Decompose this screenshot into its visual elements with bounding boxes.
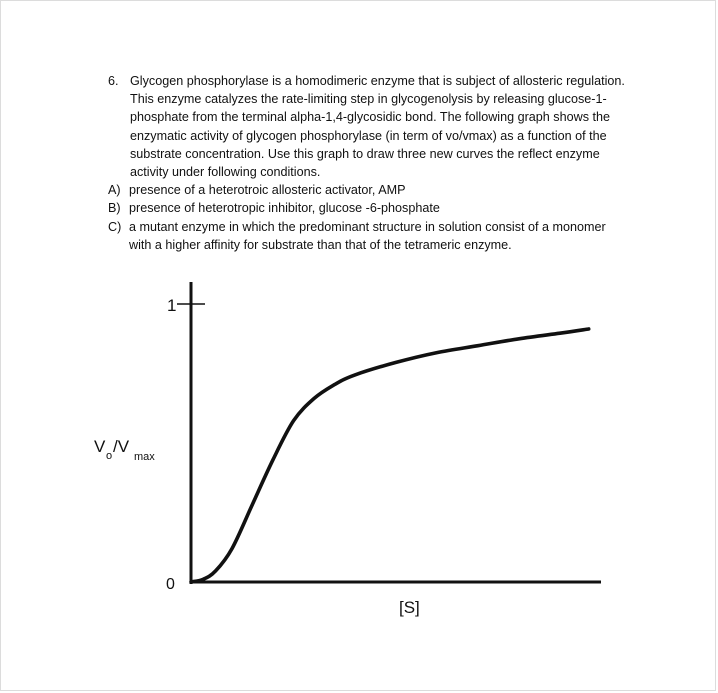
- x-axis-label: [S]: [399, 598, 420, 617]
- option-a-letter: A): [108, 183, 121, 198]
- question-text: Glycogen phosphorylase is a homodimeric enzyme that is subject of allosteric regulation. This enzyme catalyzes the rate-limiting step in glycogenolysis by releasing glucose-1-phosphate from the terminal alpha-1,4-glycosidic bond. The following graph shows the enzymatic activity of glycogen phosphorylase (in term of vo/vmax) as a function of the substrate concentration. Use this graph to draw three new curves the reflect enzyme activity under following conditions.: [130, 74, 625, 180]
- y-label-v: V: [94, 437, 106, 456]
- y-label-sub-o: o: [106, 450, 113, 462]
- option-c-letter: C): [108, 219, 122, 234]
- question-number: 6.: [108, 74, 119, 88]
- activity-curve: [191, 329, 589, 582]
- option-b-letter: B): [108, 201, 121, 216]
- y-tick-top-label: 1: [167, 296, 177, 315]
- y-label-slash-v: /V: [113, 437, 130, 456]
- y-label-sub-max: max: [134, 451, 155, 463]
- option-b-text: presence of heterotropic inhibitor, glucose -6-phosphate: [129, 201, 440, 216]
- activity-graph: [1, 1, 717, 692]
- y-axis-label: [94, 437, 155, 463]
- option-a-text: presence of a heterotroic allosteric activator, AMP: [129, 183, 406, 198]
- y-tick-bottom-label: 0: [166, 576, 175, 593]
- option-c-text: a mutant enzyme in which the predominant structure in solution consist of a monomer with a higher affinity for substrate than that of the tetrameric enzyme.: [129, 219, 606, 252]
